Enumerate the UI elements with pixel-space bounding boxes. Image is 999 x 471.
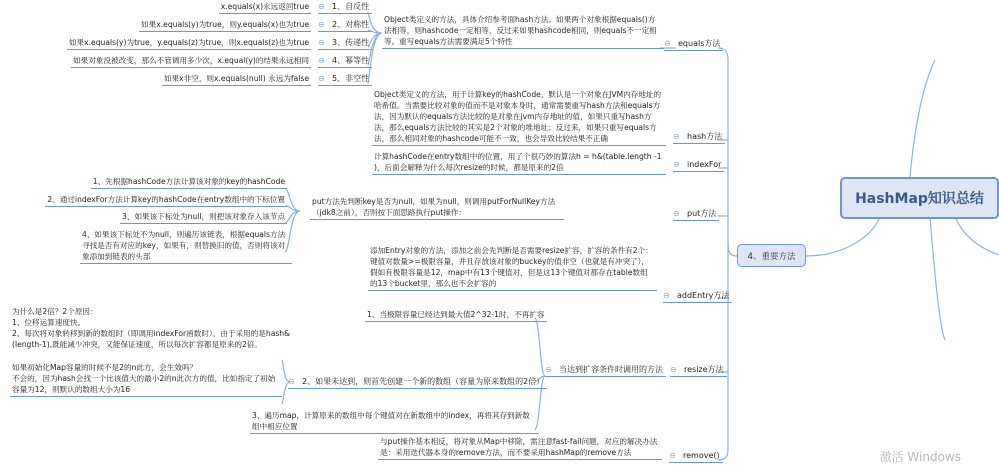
branch-label: 4、重要方法 — [747, 251, 796, 262]
prop-label: 1、自反性 — [332, 2, 370, 11]
resize-why-note: 为什么是2倍？2个原因： 1、位移运算速度快。 2、每次将对象转移到新的数组时（即调用indexFor函数时），由于采用的是hash&(length-1),既能减少冲突，又能保证速度，所以每次扩容都是原来的2倍。 — [12, 307, 291, 349]
node-label: put方法 — [687, 209, 717, 218]
equals-desc: Object类定义的方法，具体介绍参考面hash方法。如果两个对象根据equals()方法相等，则hashcode一定相等，反过来如果hashcode相同，则equals不一定相等。重写equals方法需要满足5个特性 — [382, 14, 664, 49]
put-step-1: 1、先根据hashCode方法计算该对象的key的hashCode — [91, 176, 287, 189]
equals-prop-3-text: 如果x.equals(y)为true，y.equals(z)为true，则x.equals(z)也为true — [67, 37, 311, 50]
resize-step-2[interactable] — [288, 376, 547, 389]
equals-prop-2-text: 如果x.equals(y)为true，则y.equals(x)也为true — [139, 19, 311, 32]
node-label: equals方法 — [678, 39, 721, 48]
node-put[interactable] — [673, 208, 719, 221]
equals-prop-2[interactable] — [318, 19, 372, 32]
indexfor-desc: 计算hashCode在entry数组中的位置，用了个很巧妙的算法h = h&(table.length -1 )，后面会解释为什么每次resize的时候，都是原来的2倍 — [372, 151, 666, 175]
node-indexfor[interactable] — [673, 159, 724, 172]
equals-prop-1-text: x.equals(x)永远返回true — [219, 1, 311, 14]
equals-prop-4-text: 如果对象没被改变，那么不管调用多少次，x.equal(y)的结果永远相同 — [71, 55, 311, 68]
equals-prop-5-text: 如果x非空，则x.equals(null) 永远为false — [162, 73, 311, 86]
node-label: hash方法 — [687, 132, 723, 141]
node-label: remove() — [683, 451, 720, 460]
resize-desc[interactable] — [545, 364, 666, 377]
resize-step-3: 3、遍历map，计算原来的数组中每个键值对在新数组中的index，再将其存到新数组中相应位置 — [250, 410, 539, 434]
resize-init-note: 如果初始化Map容量的时候不是2的n此方，会生效吗？ 不会的，因为hash会找一个比该值大的最小2的n此次方的值，比如指定了初始容量为12，则默认的数组大小为16 — [10, 362, 282, 397]
node-resize[interactable] — [670, 364, 727, 377]
equals-prop-4[interactable] — [318, 55, 372, 68]
hash-desc: Object类定义的方法，用于计算key的hashCode，默认是一个对象在JVM内存地址的哈希值。当需要比较对象的值而不是对象本身时，通常需要重写hash方法和equals方法，因为默认的equals方法比较的是对象在jvm内存地址的值，如果只重写hash方法，那么equals方法比较的其实是2个对象的堆地址；反过来，如果只重写equals方法，那么相同对象的hashcode可能不一致，也会导致比较结果不正确 — [372, 89, 666, 146]
equals-prop-1[interactable] — [318, 1, 372, 14]
node-label: 当达到扩容条件时调用的方法 — [559, 365, 663, 374]
branch-important-methods[interactable] — [737, 244, 806, 267]
root-node[interactable] — [840, 177, 999, 219]
remove-desc: 与put操作基本相反，将对象从Map中移除，需注意fast-fail问题，对应的解决办法是：采用迭代器本身的remove方法，而不要采用hashMap的remove方法 — [378, 436, 662, 460]
resize-step-1: 1、当极限容量已经达到最大值2^32-1时，不再扩容 — [365, 309, 547, 322]
node-label: 2、如果未达到，则首先创建一个新的数组（容量为原来数组的2倍） — [302, 377, 545, 386]
equals-prop-3[interactable] — [318, 37, 372, 50]
activation-watermark: 激活 Windows — [879, 450, 961, 464]
prop-label: 2、对称性 — [332, 20, 370, 29]
node-addentry[interactable] — [663, 290, 732, 303]
addentry-desc: 添加Entry对象的方法，添加之前会先判断是否需要resize扩容，扩容的条件有2个：键值对数量>=极限容量，并且存放该对象的buckey的值非空（也就是有冲突了），假如有极限容量是12，map中有13个键值对，但是这13个键值对都存在table数组的13个bucket里，那么也不会扩容的 — [368, 245, 657, 291]
equals-prop-5[interactable] — [318, 73, 372, 86]
node-hash[interactable] — [673, 131, 725, 144]
node-remove[interactable] — [669, 450, 723, 463]
put-step-2: 2、通过indexFor方法计算key的hashCode在entry数组中的下标位置 — [45, 194, 287, 207]
node-label: indexFor — [687, 160, 722, 169]
prop-label: 5、非空性 — [332, 74, 370, 83]
put-desc: put方法先判断key是否为null，如果为null，则调用putForNullKey方法（jdk8之前），否则按下面思路执行put操作： — [310, 196, 564, 220]
put-step-3: 3、如果该下标处为null，则把该对象存入该节点 — [120, 211, 287, 224]
node-label: resize方法 — [684, 365, 724, 374]
node-label: addEntry方法 — [677, 291, 730, 300]
prop-label: 3、传递性 — [332, 38, 370, 47]
prop-label: 4、幂等性 — [332, 56, 370, 65]
node-equals[interactable] — [664, 38, 723, 51]
put-step-4: 4、如果该下标处不为null，则遍历该链表，根据equals方法寻找是否有对应的key，如果有，则替换旧的值，否则将该对象添加到链表的头部 — [80, 229, 292, 264]
root-title: HashMap知识总结 — [855, 191, 984, 207]
